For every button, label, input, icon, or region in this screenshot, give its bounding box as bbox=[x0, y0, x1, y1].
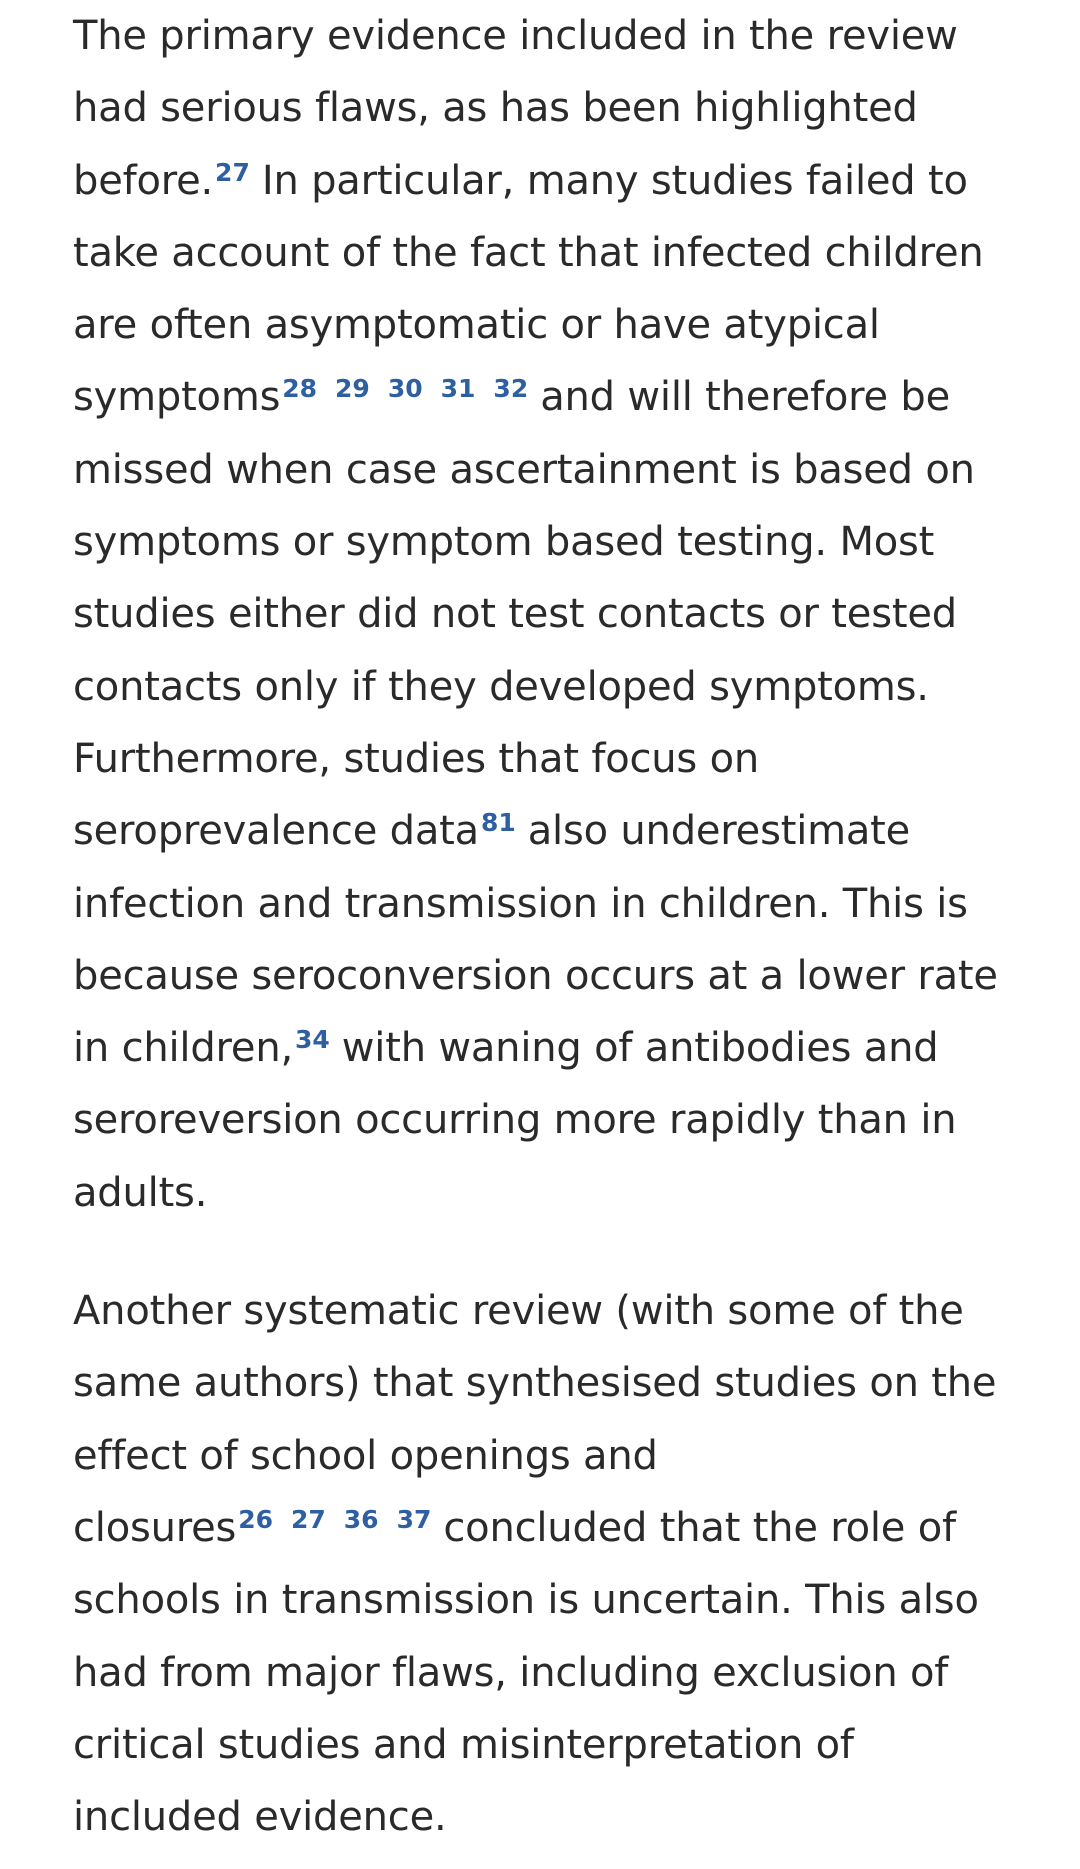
citation-link-37[interactable]: 37 bbox=[396, 1504, 432, 1534]
citation-link-81[interactable]: 81 bbox=[480, 808, 516, 838]
body-text: Another systematic review (with some of the same authors) that synthesised studies on the effect of school openings and closures bbox=[73, 1288, 997, 1551]
citation-link-27[interactable]: 27 bbox=[290, 1504, 326, 1534]
citation-link-32[interactable]: 32 bbox=[493, 374, 529, 404]
paragraph-2 bbox=[73, 1275, 1013, 1853]
citation-link-30[interactable]: 30 bbox=[387, 374, 423, 404]
article-body bbox=[73, 0, 1013, 1853]
citation-link-26[interactable]: 26 bbox=[238, 1504, 273, 1534]
body-text: concluded that the role of schools in transmission is uncertain. This also had from major flaws, including exclusion of critical studies and misinterpretation of included evidence. bbox=[73, 1504, 979, 1841]
citation-link-27[interactable]: 27 bbox=[215, 157, 250, 187]
body-text: and will therefore be missed when case ascertainment is based on symptoms or symptom based testing. Most studies either did not test contacts or tested contacts only if they developed symptoms. Furthermore, studies that focus on seroprevalence data bbox=[73, 374, 975, 855]
paragraph-1 bbox=[73, 0, 1013, 1229]
citation-link-29[interactable]: 29 bbox=[335, 374, 370, 404]
citation-link-31[interactable]: 31 bbox=[440, 374, 476, 404]
body-text: also underestimate infection and transmission in children. This is because seroconversion occurs at a lower rate in children, bbox=[73, 808, 998, 1072]
body-text: The primary evidence included in the review had serious flaws, as has been highlighted before. bbox=[73, 13, 958, 204]
citation-link-34[interactable]: 34 bbox=[294, 1025, 330, 1055]
body-text: with waning of antibodies and seroreversion occurring more rapidly than in adults. bbox=[73, 1025, 957, 1216]
body-text: In particular, many studies failed to take account of the fact that infected children are often asymptomatic or have atypical symptoms bbox=[73, 157, 984, 421]
citation-link-36[interactable]: 36 bbox=[343, 1504, 379, 1534]
citation-link-28[interactable]: 28 bbox=[282, 374, 318, 404]
